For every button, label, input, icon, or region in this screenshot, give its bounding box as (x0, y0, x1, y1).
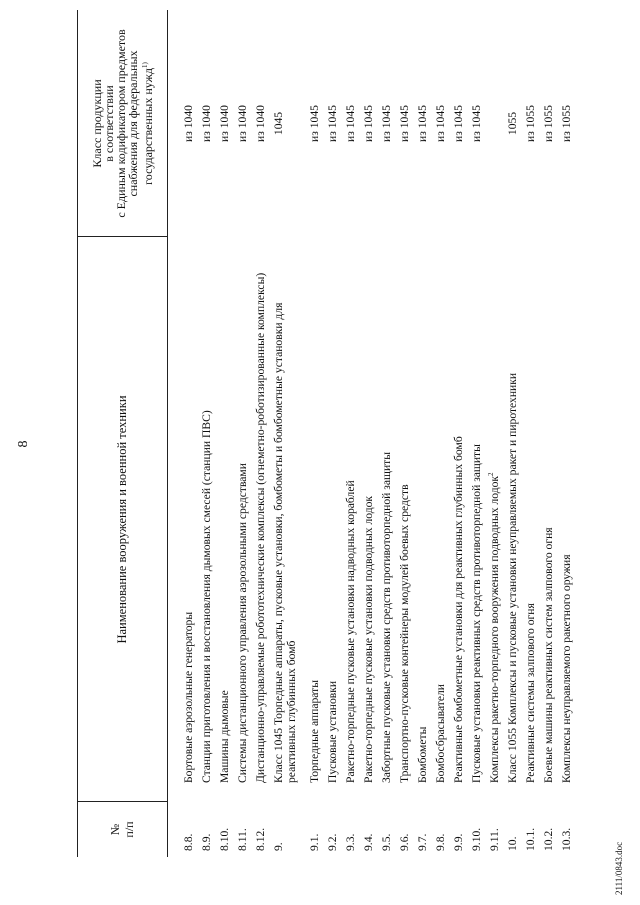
row-name: Бомбометы (416, 726, 429, 783)
row-name: Ракетно-торпедные пусковые установки подводных лодок (362, 495, 375, 783)
row-class: из 1045 (434, 105, 447, 142)
header-number-column (77, 802, 167, 857)
row-name-text: Комплексы ракетно-торпедного вооружения подводных лодок (488, 475, 501, 783)
row-class: из 1040 (200, 105, 213, 142)
header-number-symbol: № (108, 823, 122, 836)
row-name: Боевые машины реактивных систем залпового огня (542, 527, 555, 783)
weapons-table (40, 10, 600, 857)
row-class: из 1055 (560, 105, 573, 142)
row-name: Забортные пусковые установки средств противоторпедной защиты (380, 452, 393, 783)
row-number: 10.2. (542, 827, 555, 851)
row-name: Класс 1055 Комплексы и пусковые установки неуправляемых ракет и пиротехники (506, 372, 519, 783)
row-class: из 1045 (362, 105, 375, 142)
header-class-line-2: в соответствии (101, 85, 116, 162)
row-name: Бомбосбрасыватели (434, 684, 447, 783)
header-class-line-1: Класс продукции (89, 79, 104, 168)
row-number: 8.10. (218, 827, 231, 851)
row-class: из 1045 (344, 105, 357, 142)
row-number: 10.1. (524, 827, 537, 851)
row-class: 1045 (272, 111, 285, 136)
row-name: Станции приготовления и восстановления дымовых смесей (станции ПВС) (200, 410, 213, 783)
header-class-line-3: с Единым кодификатором предметов (113, 29, 128, 218)
row-name (272, 243, 298, 783)
row-name: Пусковые установки реактивных средств противоторпедной защиты (470, 444, 483, 783)
row-name: Машины дымовые (218, 690, 231, 783)
row-number: 9.7. (416, 833, 429, 851)
row-class: из 1045 (470, 105, 483, 142)
row-number: 8.9. (200, 833, 213, 851)
document-id: 2111/0843.doc (614, 841, 624, 895)
row-number: 9.11. (488, 828, 501, 851)
row-number: 9. (272, 842, 285, 851)
row-class: из 1040 (218, 105, 231, 142)
row-number: 10.3. (560, 827, 573, 851)
row-class: из 1040 (182, 105, 195, 142)
row-name (488, 243, 501, 783)
row-number: 9.9. (452, 833, 465, 851)
row-name: Комплексы неуправляемого ракетного оружия (560, 554, 573, 783)
row-class: из 1045 (380, 105, 393, 142)
row-number: 9.6. (398, 833, 411, 851)
row-number: 8.11. (236, 828, 249, 851)
page-number: 8 (16, 440, 31, 448)
header-class-column (77, 10, 167, 237)
row-class: 1055 (506, 111, 519, 136)
row-footnote-marker: 2 (487, 472, 496, 476)
header-class-line-5: государственных нужд (140, 68, 155, 185)
header-name-column: Наименование вооружения и военной техники (114, 395, 129, 644)
row-number: 9.3. (344, 833, 357, 851)
row-number: 8.12. (254, 827, 267, 851)
row-number: 8.8. (182, 833, 195, 851)
row-name: Пусковые установки (326, 680, 339, 783)
row-class: из 1045 (398, 105, 411, 142)
row-number: 9.10. (470, 827, 483, 851)
header-class-footnote: 1) (140, 62, 149, 69)
row-class: из 1055 (524, 105, 537, 142)
row-number: 9.1. (308, 833, 321, 851)
row-class: из 1040 (236, 105, 249, 142)
row-number: 9.2. (326, 833, 339, 851)
header-class-line-4: снабжения для федеральных (125, 50, 140, 197)
row-class: из 1055 (542, 105, 555, 142)
row-name: Системы дистанционного управления аэрозольными средствами (236, 463, 249, 783)
row-name: Транспортно-пусковые контейнеры модулей боевых средств (398, 484, 411, 783)
row-number: 9.4. (362, 833, 375, 851)
row-name: Бортовые аэрозольные генераторы (182, 611, 195, 783)
row-class: из 1045 (416, 105, 429, 142)
header-bottom-border (167, 10, 168, 857)
header-number-abbr: п/п (122, 821, 136, 838)
row-name-line-1: Класс 1045 Торпедные аппараты, пусковые установки, бомбометы и бомбометные установки для (272, 302, 285, 783)
row-name: Дистанционно-управляемые робототехнические комплексы (огнеметно-роботизированные комплексы) (254, 272, 267, 783)
row-class: из 1045 (308, 105, 321, 142)
row-number: 9.8. (434, 833, 447, 851)
row-class: из 1045 (452, 105, 465, 142)
row-class: из 1045 (326, 105, 339, 142)
row-number: 10. (506, 836, 519, 851)
row-class: из 1040 (254, 105, 267, 142)
row-number: 9.5. (380, 833, 393, 851)
row-name-line-2: реактивных глубинных бомб (285, 640, 298, 783)
row-name: Торпедные аппараты (308, 680, 321, 783)
row-name: Реактивные бомбометные установки для реактивных глубинных бомб (452, 436, 465, 783)
row-name: Ракетно-торпедные пусковые установки надводных кораблей (344, 480, 357, 783)
row-name: Реактивные системы залпового огня (524, 603, 537, 783)
